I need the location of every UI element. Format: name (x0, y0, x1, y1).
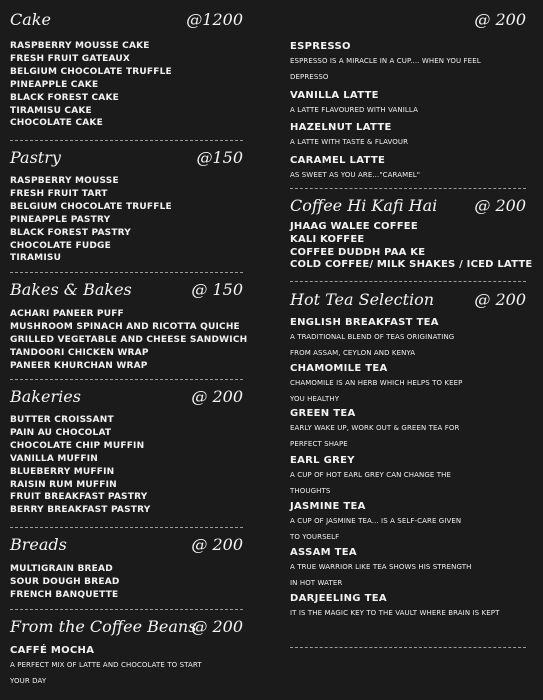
entry-description: IN HOT WATER (290, 578, 343, 587)
menu-item: BELGIUM CHOCOLATE TRUFFLE (10, 66, 172, 77)
menu-item: FRESH FRUIT TART (10, 188, 108, 199)
entry-description: PERFECT SHAPE (290, 439, 348, 448)
menu-entry (10, 644, 243, 689)
entry-description: YOU HEALTHY (290, 394, 340, 403)
entry-description: TO YOURSELF (290, 532, 340, 541)
entry-name: VANILLA LATTE (290, 90, 379, 101)
entry-description: EARLY WAKE UP, WORK OUT & GREEN TEA FOR (290, 424, 460, 432)
menu-item: CHOCOLATE CHIP MUFFIN (10, 440, 145, 451)
entry-description: A CUP OF JASMINE TEA... IS A SELF-CARE GIVEN (290, 517, 462, 525)
entry-description: CHAMOMILE IS AN HERB WHICH HELPS TO KEEP (290, 379, 463, 387)
entry-name: JASMINE TEA (290, 501, 366, 512)
menu-item: RASPBERRY MOUSSE (10, 176, 119, 186)
section-divider (10, 140, 243, 141)
entry-name: CARAMEL LATTE (290, 155, 386, 166)
pastry-items (10, 175, 243, 265)
menu-item: RAISIN RUM MUFFIN (10, 479, 117, 490)
breads-items (10, 563, 243, 602)
section-price: @ 200 (191, 387, 243, 406)
entry-description: A LATTE FLAVOURED WITH VANILLA (290, 106, 418, 114)
menu-item: KALI KOFFEE (290, 233, 365, 245)
menu-entry (290, 500, 526, 545)
entry-description: IT IS THE MAGIC KEY TO THE VAULT WHERE BRAIN IS KEPT (290, 609, 500, 617)
entry-name: CHAMOMILE TEA (290, 363, 388, 374)
section-divider (290, 281, 526, 282)
section-price: @ 200 (474, 196, 526, 215)
menu-item: SOUR DOUGH BREAD (10, 576, 120, 587)
menu-item: BUTTER CROISSANT (10, 415, 114, 425)
menu-item: BELGIUM CHOCOLATE TRUFFLE (10, 201, 172, 212)
section-divider (10, 272, 243, 273)
menu-item: BLACK FOREST CAKE (10, 92, 119, 103)
menu-item: TANDOORI CHICKEN WRAP (10, 347, 149, 358)
section-price: @1200 (186, 10, 243, 29)
section-divider (10, 609, 243, 610)
menu-entry (290, 121, 526, 151)
entry-description: ESPRESSO IS A MIRACLE IN A CUP.... WHEN YOU FEEL (290, 57, 481, 65)
menu-item: BERRY BREAKFAST PASTRY (10, 505, 151, 516)
entry-name: GREEN TEA (290, 408, 356, 419)
entry-name: ESPRESSO (290, 41, 351, 52)
menu-item: GRILLED VEGETABLE AND CHEESE SANDWICH (10, 334, 248, 345)
menu-entry (290, 154, 526, 184)
menu-item: TIRAMISU (10, 253, 62, 264)
section-price: @ 200 (191, 535, 243, 554)
menu-item: COLD COFFEE/ MILK SHAKES / ICED LATTE (290, 259, 533, 271)
menu-item: TIRAMISU CAKE (10, 105, 92, 116)
menu-item: COFFEE DUDDH PAA KE (290, 246, 426, 258)
section-price: @ 200 (474, 10, 526, 29)
bakes-items (10, 308, 248, 373)
menu-item: PAIN AU CHOCOLAT (10, 427, 112, 438)
entry-description: A TRUE WARRIOR LIKE TEA SHOWS HIS STRENGTH (290, 563, 472, 571)
section-divider (290, 188, 526, 189)
menu-entry (290, 454, 526, 499)
menu-item: CHOCOLATE FUDGE (10, 240, 111, 251)
menu-entry (290, 89, 526, 119)
entry-description: A TRADITIONAL BLEND OF TEAS ORIGINATING (290, 333, 455, 341)
menu-item: JHAAG WALEE COFFEE (290, 221, 418, 232)
section-price: @ 200 (474, 290, 526, 309)
entry-description: YOUR DAY (10, 676, 47, 685)
menu-item: FRUIT BREAKFAST PASTRY (10, 492, 148, 503)
menu-item: FRENCH BANQUETTE (10, 589, 119, 600)
section-title: Bakes & Bakes (10, 280, 132, 299)
section-title: Cake (10, 10, 51, 29)
entry-description: THOUGHTS (290, 486, 331, 495)
bakeries-items (10, 414, 243, 517)
menu-item: CHOCOLATE CAKE (10, 118, 103, 129)
entry-description: DEPRESSO (290, 72, 329, 81)
menu-item: PINEAPPLE CAKE (10, 79, 99, 90)
menu-item: BLUEBERRY MUFFIN (10, 466, 115, 477)
section-title: From the Coffee Beans (10, 617, 197, 636)
section-title: Pastry (10, 148, 61, 167)
entry-description: A CUP OF HOT EARL GREY CAN CHANGE THE (290, 471, 451, 479)
menu-item: PINEAPPLE PASTRY (10, 214, 111, 225)
menu-entry (290, 546, 526, 591)
section-price: @ 150 (191, 280, 243, 299)
menu-item: RASPBERRY MOUSSE CAKE (10, 41, 150, 51)
kafi-items (290, 221, 533, 272)
entry-name: ENGLISH BREAKFAST TEA (290, 317, 439, 328)
menu-item: MUSHROOM SPINACH AND RICOTTA QUICHE (10, 321, 240, 332)
section-divider (10, 527, 243, 528)
entry-description: AS SWEET AS YOU ARE..."CARAMEL" (290, 171, 421, 179)
section-title: Breads (10, 535, 67, 554)
cake-items (10, 40, 243, 130)
entry-description: FROM ASSAM, CEYLON AND KENYA (290, 348, 416, 357)
entry-name: DARJEELING TEA (290, 593, 387, 604)
section-divider (10, 379, 243, 380)
entry-name: HAZELNUT LATTE (290, 122, 392, 133)
entry-description: A PERFECT MIX OF LATTE AND CHOCOLATE TO START (10, 661, 202, 669)
section-title: Bakeries (10, 387, 81, 406)
entry-name: EARL GREY (290, 455, 355, 466)
menu-item: FRESH FRUIT GATEAUX (10, 53, 131, 64)
entry-description: A LATTE WITH TASTE & FLAVOUR (290, 138, 409, 146)
menu-entry (290, 407, 526, 452)
menu-entry (290, 362, 526, 407)
entry-name: ASSAM TEA (290, 547, 357, 558)
menu-entry (290, 592, 526, 622)
section-title: Coffee Hi Kafi Hai (290, 196, 438, 215)
menu-item: VANILLA MUFFIN (10, 453, 99, 464)
menu-item: ACHARI PANEER PUFF (10, 309, 124, 319)
menu-item: PANEER KHURCHAN WRAP (10, 360, 148, 371)
menu-entry (290, 316, 526, 361)
menu-entry (290, 40, 526, 85)
menu-item: BLACK FOREST PASTRY (10, 227, 132, 238)
section-price: @ 200 (191, 617, 243, 636)
section-title: Hot Tea Selection (290, 290, 435, 309)
section-divider (290, 647, 526, 648)
entry-name: CAFFÉ MOCHA (10, 645, 95, 656)
menu-item: MULTIGRAIN BREAD (10, 564, 113, 574)
section-price: @150 (196, 148, 243, 167)
